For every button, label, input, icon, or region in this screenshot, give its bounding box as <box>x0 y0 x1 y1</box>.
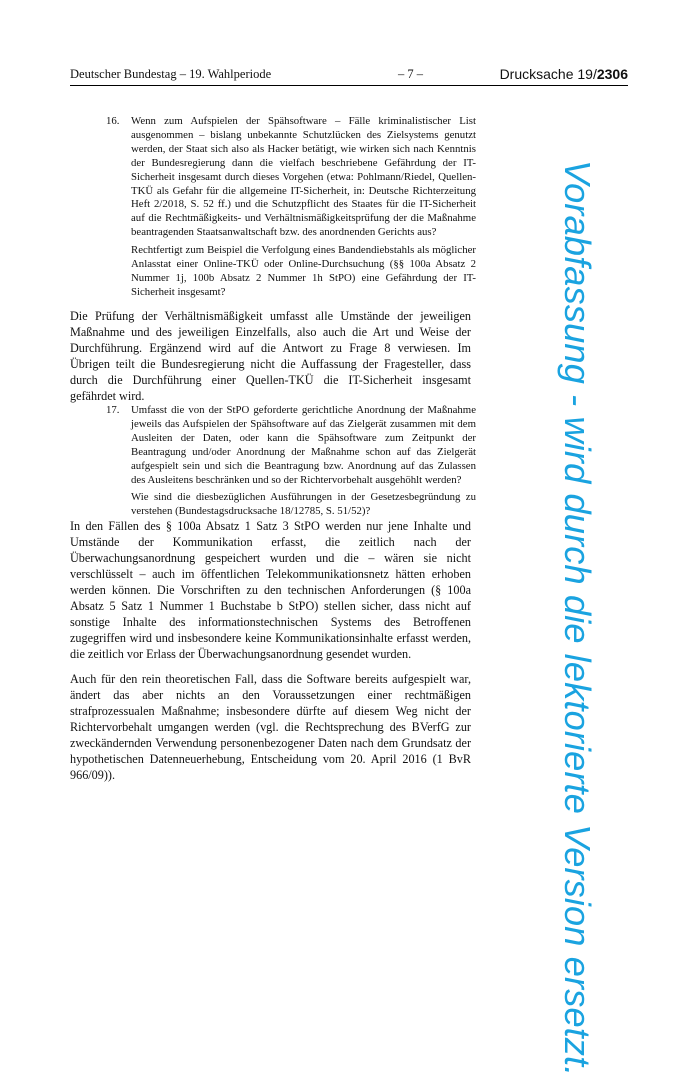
header-parliament: Deutscher Bundestag – 19. Wahlperiode <box>70 67 272 81</box>
question-subtext: Wie sind die diesbezüglichen Ausführungen in der Gesetzesbegründung zu verstehen (Bundestagsdrucksache 18/12785, S. 51/52)? <box>131 491 476 518</box>
answer-paragraph: In den Fällen des § 100a Absatz 1 Satz 3 StPO werden nur jene Inhalte und Umstände der Kommunikation erfasst, die zeitlich nach der Überwachungsanordnung gespeichert wurden und die – wären sie nicht verschlüsselt – auch im öffentlichen Telekommunikationsnetz hätten erhoben werden können. Die Vorschriften zu den technischen Anforderungen (§ 100a Absatz 5 Satz 1 Nummer 1 Buchstabe b StPO) stellen sicher, dass nicht auf sonstige Inhalte des informationstechnischen Systems des Betroffenen zugegriffen wird und insbesondere keine Kommunikationsinhalte erfasst werden, die zeitlich vor Erlass der Überwachungsanordnung gesendet wurden. <box>70 519 471 661</box>
page-header <box>70 64 628 84</box>
answer-paragraph: Die Prüfung der Verhältnismäßigkeit umfasst alle Umstände der jeweiligen Maßnahme und des jeweiligen Einzelfalls, also auch die Art und Weise der Durchführung. Ergänzend wird auf die Antwort zu Frage 8 verwiesen. Im Übrigen teilt die Bundesregierung nicht die Auffassung der Fragesteller, dass durch die Durchführung einer Quellen-TKÜ die IT-Sicherheit insgesamt gefährdet wird. <box>70 309 471 403</box>
document-number-prefix: 19/ <box>577 66 597 82</box>
question-number: 17. <box>106 404 120 416</box>
question-subtext: Rechtfertigt zum Beispiel die Verfolgung eines Bandendiebstahls als möglicher Anlasstat einer Online-TKÜ oder Online-Durchsuchung (§§ 100a Absatz 2 Nummer 1j, 100b Absatz 2 Nummer 1h StPO) eine Gefährdung der IT-Sicherheit insgesamt? <box>131 244 476 298</box>
document-number <box>500 64 628 84</box>
question-text: Umfasst die von der StPO geforderte gerichtliche Anordnung der Maßnahme jeweils das Aufspielen der Spähsoftware auf das Zielgerät zusammen mit dem Ausleiten der Daten, oder kann die Spähsoftware zum Zeitpunkt der Beantragung und/oder Anordnung der Maßnahme schon auf das Zielgerät aufgespielt sein und sich die Beantragung bzw. Anordnung auf das Zulassen des Ausleitens beschränken und so der Richtervorbehalt ausgehöhlt werden? <box>131 404 476 486</box>
answer-paragraph: Auch für den rein theoretischen Fall, dass die Software bereits aufgespielt war, ändert das aber nichts an den Voraussetzungen einer rechtmäßigen strafprozessualen Maßnahme; insbesondere dürfte auf diesem Weg nicht der Richtervorbehalt umgangen werden (vgl. die Rechtsprechung des BVerfG zur zweckändernden Verwendung personenbezogener Daten nach dem Grundsatz der hypothetischen Datenneuerhebung, Entscheidung vom 20. April 2016 (1 BvR 966/09)). <box>70 672 471 782</box>
answer-16 <box>70 308 471 413</box>
question-17 <box>106 404 476 519</box>
question-text: Wenn zum Aufspielen der Spähsoftware – Fälle kriminalistischer List ausgenommen – bislang unbekannte Schutzlücken des Zielsystems genutzt werden, der Staat sich also als Hacker betätigt, wie wirken sich nach Kenntnis der Bundesregierung dann die vielfach beschriebene Gefährdung der IT-Sicherheit insgesamt durch dieses Vorgehen (etwa: Pohlmann/Riedel, Quellen-TKÜ als Gefahr für die allgemeine IT-Sicherheit, in: Deutsche Richterzeitung Heft 2/2018, S. 52 ff.) und die Schutzpflicht des Staates für die IT-Sicherheit auf die Rechtmäßigkeits- und Verhältnismäßigkeitsprüfung der die Maßnahme beantragenden Staatsanwaltschaft bzw. des anordnenden Gerichts aus? <box>131 115 476 239</box>
document-label: Drucksache <box>499 66 574 82</box>
question-16 <box>106 115 476 300</box>
header-rule <box>70 85 628 86</box>
question-number: 16. <box>106 115 120 127</box>
answer-17 <box>70 518 471 792</box>
draft-watermark: Vorabfassung - wird durch die lektorierte Version ersetzt. <box>557 160 598 1076</box>
page-number: – 7 – <box>398 67 423 81</box>
document-number-value: 2306 <box>596 66 628 82</box>
